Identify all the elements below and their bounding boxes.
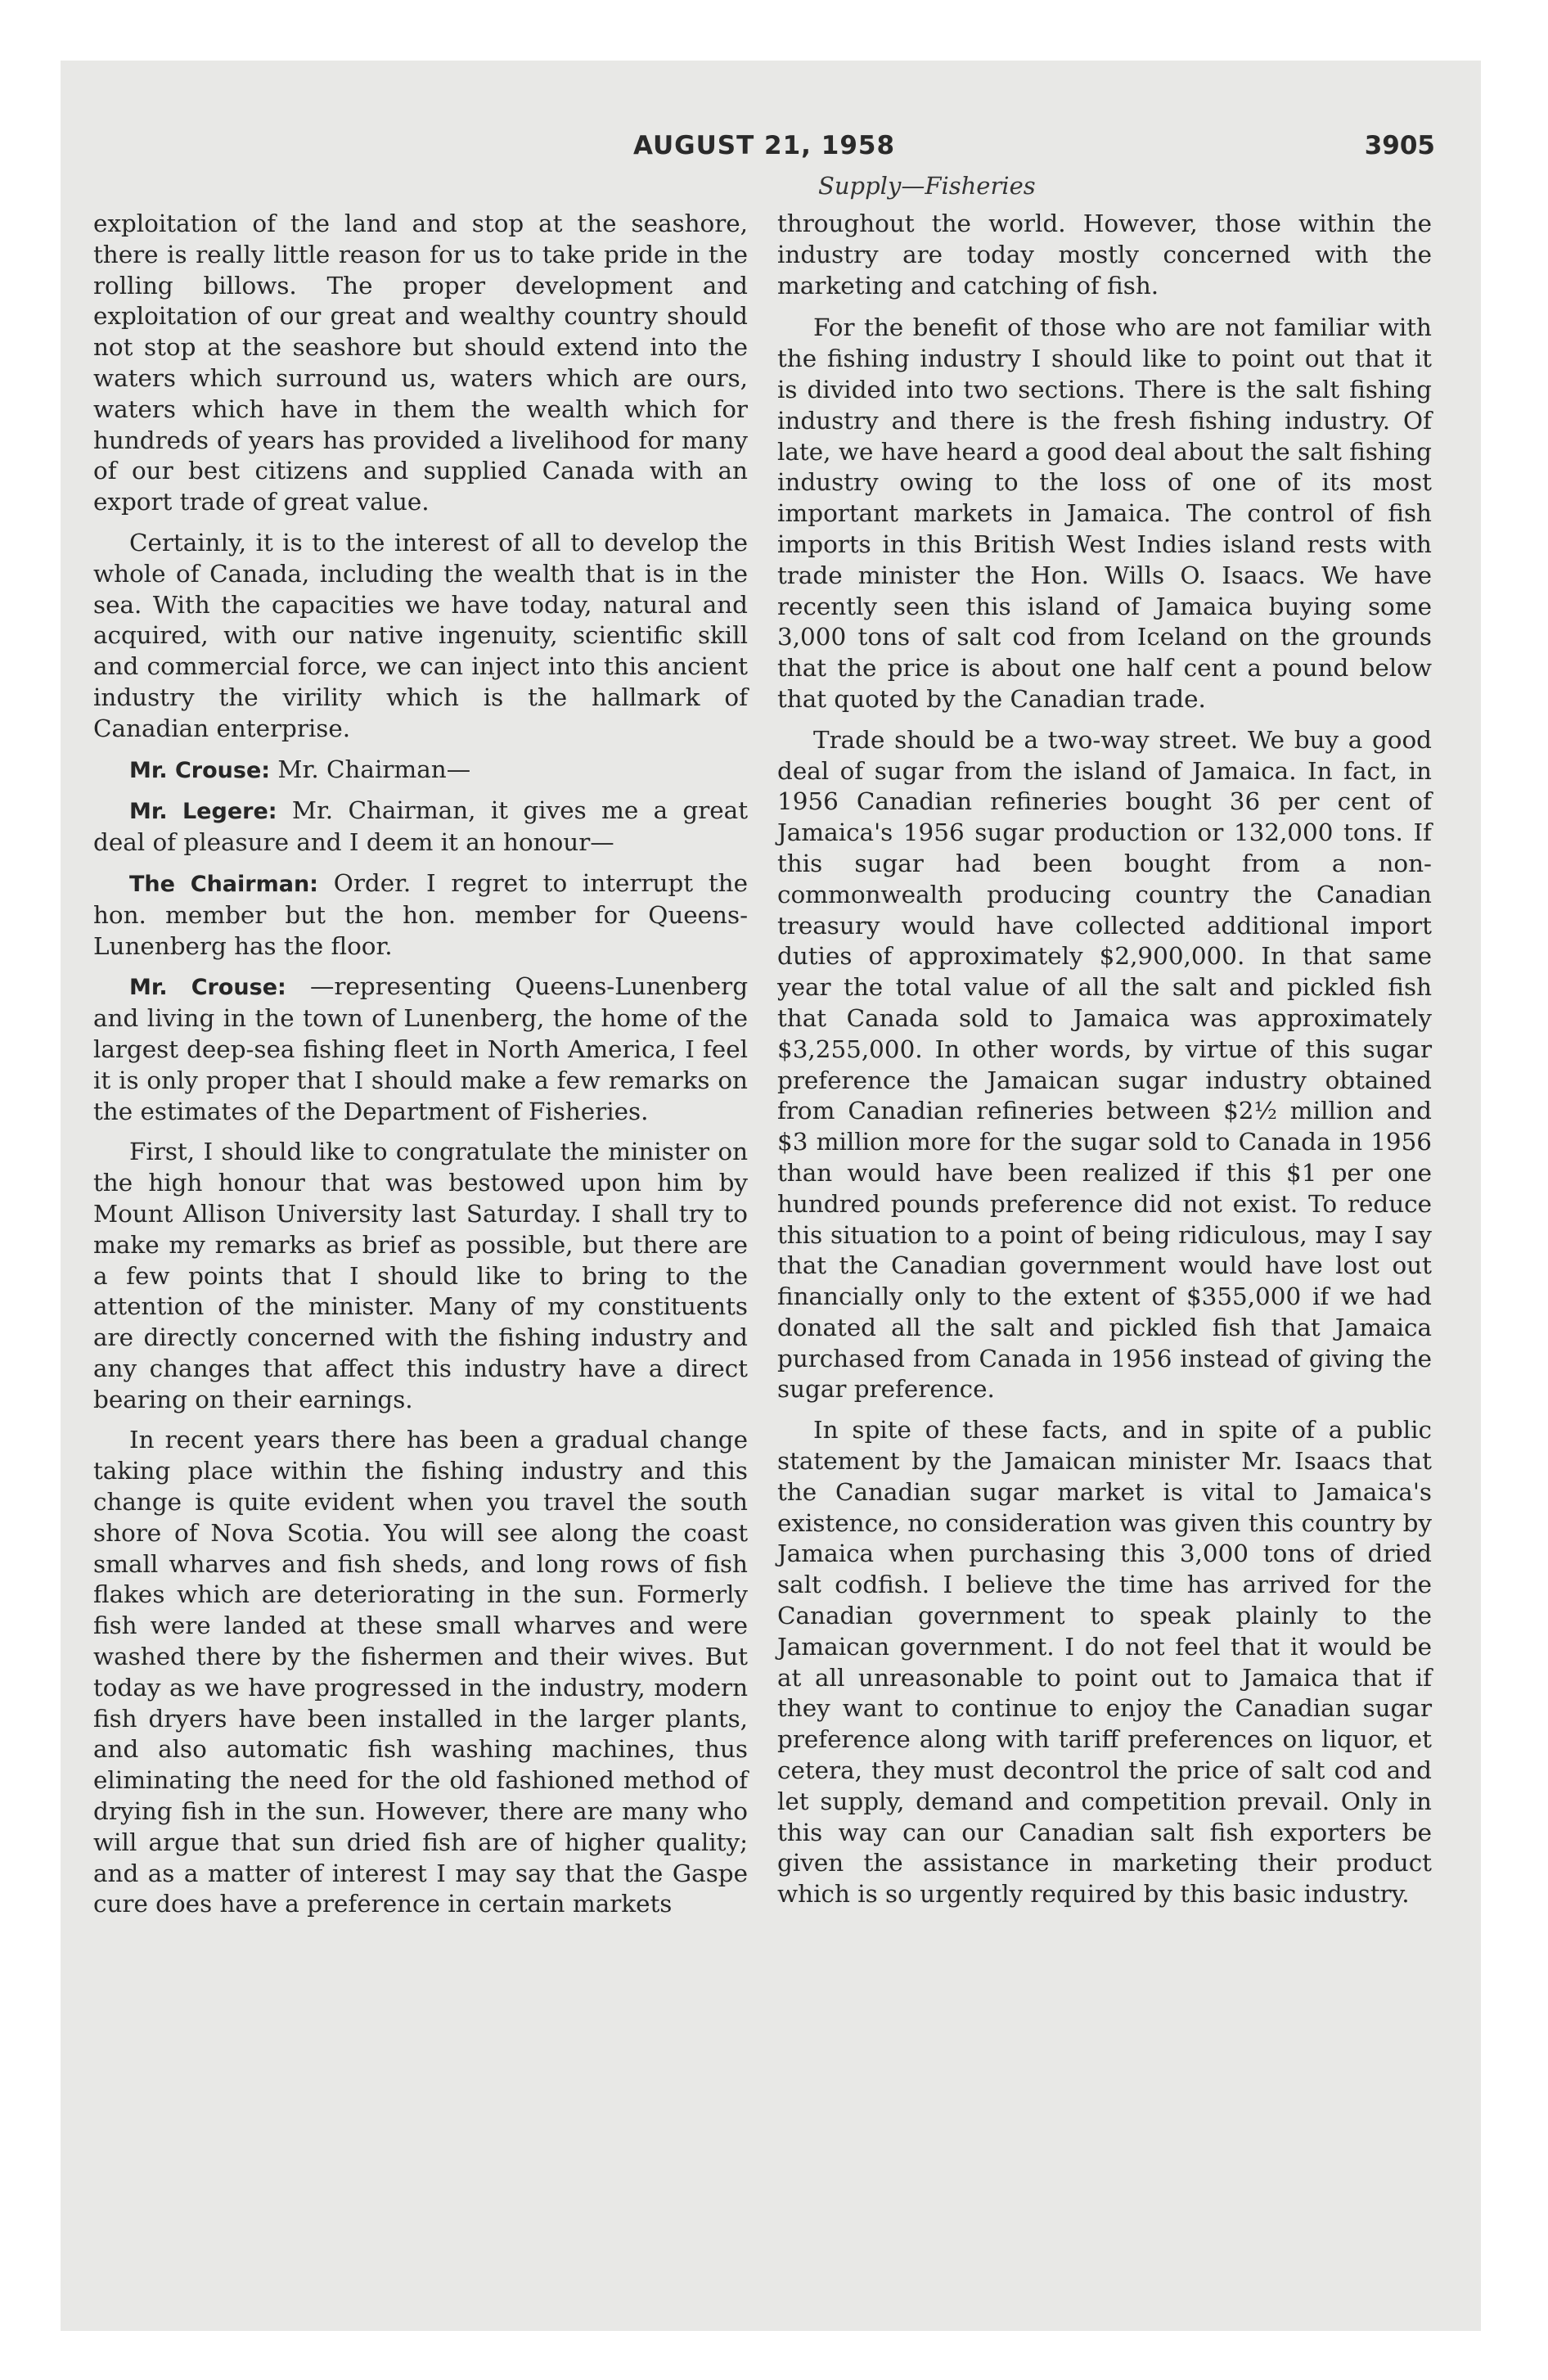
- speech-text: Mr. Chairman—: [277, 755, 471, 783]
- page-number: 3905: [1364, 131, 1435, 160]
- right-column: [777, 209, 1432, 1920]
- speech: [93, 755, 748, 787]
- speech: [93, 868, 748, 962]
- paragraph: Trade should be a two-way street. We buy a good deal of sugar from the island of Jamaica. In fact, in 1956 Canadian refineries bought 36 per cent of Jamaica's 1956 sugar production or 132,000 tons. If this sugar had been bought from a non-commonwealth producing country the Canadian treasury would have collected additional import duties of approximately $2,900,000. In that same year the total value of all the salt and pickled fish that Canada sold to Jamaica was approximately $3,255,000. In other words, by virtue of this sugar preference the Jamaican sugar industry obtained from Canadian refineries between $2½ million and $3 million more for the sugar sold to Canada in 1956 than would have been realized if this $1 per one hundred pounds preference did not exist. To reduce this situation to a point of being ridiculous, may I say that the Canadian government would have lost out financially only to the extent of $355,000 if we had donated all the salt and pickled fish that Jamaica purchased from Canada in 1956 instead of giving the sugar preference.: [777, 725, 1432, 1404]
- left-column: [93, 209, 748, 1930]
- speaker-name: The Chairman:: [129, 871, 318, 897]
- paragraph: Certainly, it is to the interest of all to develop the whole of Canada, including the wealth that is in the sea. With the capacities we have today, natural and acquired, with our native ingenuity, scientific skill and commercial force, we can inject into this ancient industry the virility which is the hallmark of Canadian enterprise.: [93, 528, 748, 742]
- header-date: AUGUST 21, 1958: [632, 131, 896, 160]
- speech: [93, 796, 748, 859]
- paragraph: In spite of these facts, and in spite of a public statement by the Jamaican minister Mr. Isaacs that the Canadian sugar market is vital to Jamaica's existence, no consideration was given this country by Jamaica when purchasing this 3,000 tons of dried salt codfish. I believe the time has arrived for the Canadian government to speak plainly to the Jamaican government. I do not feel that it would be at all unreasonable to point out to Jamaica that if they want to continue to enjoy the Canadian sugar preference along with tariff preferences on liquor, et cetera, they must decontrol the price of salt cod and let supply, demand and competition prevail. Only in this way can our Canadian salt fish exporters be given the assistance in marketing their product which is so urgently required by this basic industry.: [777, 1416, 1432, 1909]
- running-subject: Supply—Fisheries: [818, 172, 1036, 200]
- paragraph: For the benefit of those who are not familiar with the fishing industry I should like to point out that it is divided into two sections. There is the salt fishing industry and there is the fresh fishing industry. Of late, we have heard a good deal about the salt fishing industry owing to the loss of one of its most important markets in Jamaica. The control of fish imports in this British West Indies island rests with trade minister the Hon. Wills O. Isaacs. We have recently seen this island of Jamaica buying some 3,000 tons of salt cod from Iceland on the grounds that the price is about one half cent a pound below that quoted by the Canadian trade.: [777, 313, 1432, 713]
- speaker-name: Mr. Crouse:: [129, 757, 271, 783]
- speech: [93, 971, 748, 1127]
- speaker-name: Mr. Legere:: [129, 799, 277, 825]
- paragraph: In recent years there has been a gradual change taking place within the fishing industry and this change is quite evident when you travel the south shore of Nova Scotia. You will see along the coast small wharves and fish sheds, and long rows of fish flakes which are deteriorating in the sun. Formerly fish were landed at these small wharves and were washed there by the fishermen and their wives. But today as we have progressed in the industry, modern fish dryers have been installed in the larger plants, and also automatic fish washing machines, thus eliminating the need for the old fashioned method of drying fish in the sun. However, there are many who will argue that sun dried fish are of higher quality; and as a matter of interest I may say that the Gaspe cure does have a preference in certain markets: [93, 1426, 748, 1918]
- paragraph: throughout the world. However, those within the industry are today mostly concerned with the marketing and catching of fish.: [777, 210, 1432, 300]
- speech-text: Order. I regret to interrupt the hon. member but the hon. member for Queens-Lunenberg has the floor.: [93, 868, 748, 960]
- page-header: [93, 131, 1435, 177]
- speaker-name: Mr. Crouse:: [129, 975, 286, 1001]
- paragraph: First, I should like to congratulate the minister on the high honour that was bestowed upon him by Mount Allison University last Saturday. I shall try to make my remarks as brief as possible, but there are a few points that I should like to bring to the attention of the minister. Many of my constituents are directly concerned with the fishing industry and any changes that affect this industry have a direct bearing on their earnings.: [93, 1138, 748, 1413]
- speech-text: —representing Queens-Lunenberg and living in the town of Lunenberg, the home of the largest deep-sea fishing fleet in North America, I feel it is only proper that I should make a few remarks on the estimates of the Department of Fisheries.: [93, 972, 749, 1125]
- paragraph: exploitation of the land and stop at the seashore, there is really little reason for us to take pride in the rolling billows. The proper development and exploitation of our great and wealthy country should not stop at the seashore but should extend into the waters which surround us, waters which are ours, waters which have in them the wealth which for hundreds of years has provided a livelihood for many of our best citizens and supplied Canada with an export trade of great value.: [93, 210, 748, 516]
- speech-text: Mr. Chairman, it gives me a great deal of pleasure and I deem it an honour—: [93, 796, 749, 857]
